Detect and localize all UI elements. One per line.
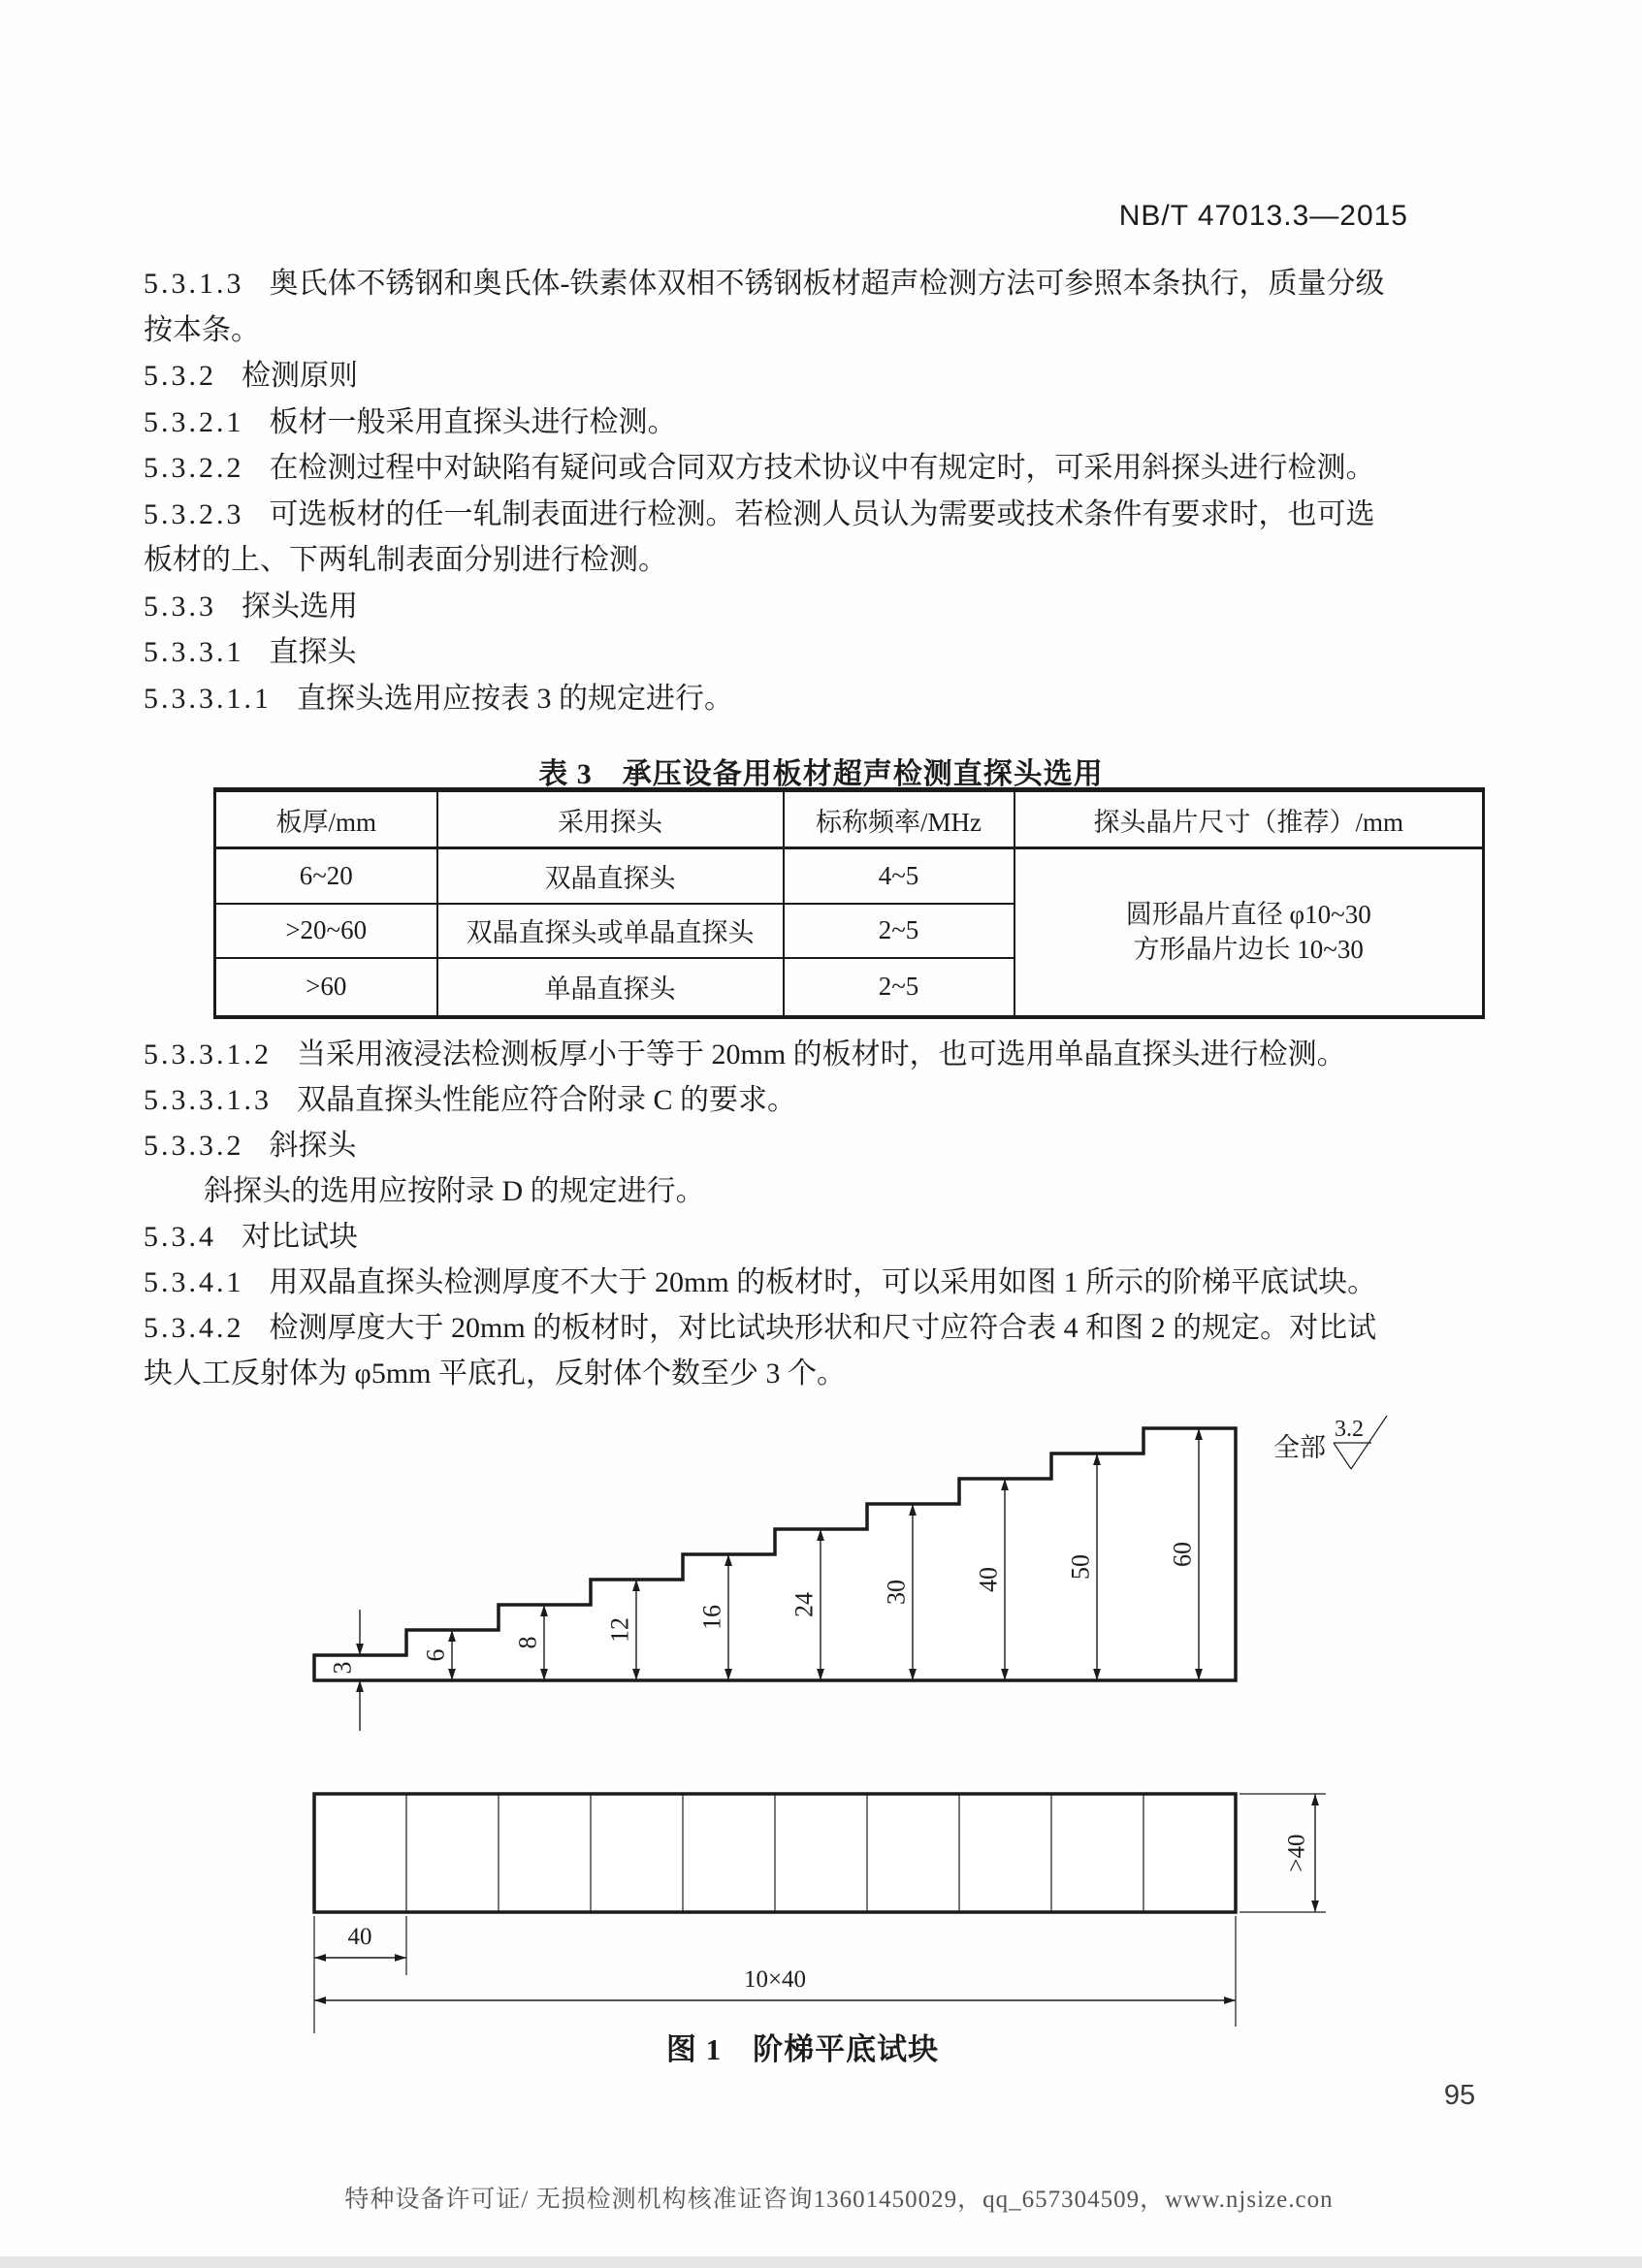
step-dimension-label: 60 [1168,1542,1197,1567]
clause-line [144,1168,1501,1214]
clause-line [144,629,1501,676]
clause-number: 5.3.2 [144,360,216,392]
clause-line [144,676,1501,722]
step-dimension-label: 12 [605,1617,634,1643]
clause-number: 5.3.2.2 [144,452,244,484]
step-dimension-label: 50 [1066,1554,1095,1580]
step-dimension-label: 30 [882,1580,911,1605]
clause-text: 用双晶直探头检测厚度不大于 20mm 的板材时，可以采用如图 1 所示的阶梯平底试块。 [269,1266,1377,1298]
clause-text: 按本条。 [144,313,260,346]
clause-number: 5.3.3.1.2 [144,1038,272,1070]
clause-text: 直探头选用应按表 3 的规定进行。 [297,682,733,715]
merged-cell-line: 方形晶片边长 10~30 [1133,935,1364,965]
clause-number: 5.3.2.3 [144,497,244,530]
roughness-value: 3.2 [1335,1417,1364,1442]
clause-line [144,261,1501,307]
clause-line [144,1032,1501,1077]
clause-line [144,1077,1501,1123]
clause-number: 5.3.3.1 [144,636,244,668]
clause-text: 直探头 [269,636,357,668]
figure-1-step-block-drawing [209,1401,1513,2065]
clause-line [144,537,1501,584]
clause-text: 块人工反射体为 φ5mm 平底孔，反射体个数至少 3 个。 [144,1358,846,1390]
scan-artifact-band [0,2256,1642,2268]
table-cell: 2~5 [784,958,1014,1017]
cell-width-label: 40 [347,1924,372,1950]
clause-text: 检测厚度大于 20mm 的板材时，对比试块形状和尺寸应符合表 4 和图 2 的规定。对比试 [269,1312,1377,1344]
clause-line [144,1214,1501,1260]
clause-number: 5.3.4.1 [144,1266,244,1298]
plan-view [314,1794,1236,1912]
surface-roughness-symbol [1273,1416,1387,1469]
clause-text: 斜探头的选用应按附录 D 的规定进行。 [204,1175,705,1207]
figure-1-caption: 图 1 阶梯平底试块 [665,2032,940,2066]
step-dimension-label: 24 [789,1592,819,1617]
clause-line [144,1123,1501,1168]
clause-number: 5.3.4 [144,1221,216,1253]
total-width-label: 10×40 [743,1966,807,1993]
table-cell: 双晶直探头或单晶直探头 [437,904,784,958]
block-height-label: >40 [1283,1834,1310,1872]
roughness-scope-label: 全部 [1273,1433,1326,1462]
table-merged-cell [1014,848,1484,1017]
clause-text: 双晶直探头性能应符合附录 C 的要求。 [297,1084,797,1116]
clause-text: 板材的上、下两轧制表面分别进行检测。 [144,544,667,576]
table-row [215,848,1484,904]
table-header-cell: 标称频率/MHz [784,790,1014,848]
table-cell: >20~60 [215,904,437,958]
clause-line [144,1305,1501,1351]
clause-text: 探头选用 [241,590,358,623]
clause-number: 5.3.1.3 [144,268,244,300]
clause-line [144,1351,1501,1396]
clause-line [144,445,1501,492]
table-cell: >60 [215,958,437,1017]
clause-text: 对比试块 [241,1221,358,1253]
table-cell: 双晶直探头 [437,848,784,904]
clause-text: 检测原则 [241,360,358,392]
clause-line [144,353,1501,399]
clause-text: 可选板材的任一轧制表面进行检测。若检测人员认为需要或技术条件有要求时，也可选 [269,497,1375,530]
clause-line [144,1260,1501,1305]
table-cell: 4~5 [784,848,1014,904]
clause-line [144,492,1501,538]
step-dimension-label: 16 [697,1605,726,1630]
clause-text-block-1 [144,261,1501,721]
clause-number: 5.3.3.1.1 [144,682,272,715]
clause-number: 5.3.3 [144,590,216,623]
clause-text: 在检测过程中对缺陷有疑问或合同双方技术协议中有规定时，可采用斜探头进行检测。 [269,452,1375,484]
table-header-row [215,790,1484,848]
clause-number: 5.3.4.2 [144,1312,244,1344]
table-cell: 6~20 [215,848,437,904]
clause-text: 斜探头 [269,1130,357,1162]
clause-number: 5.3.2.1 [144,405,244,438]
table-header-cell: 探头晶片尺寸（推荐）/mm [1014,790,1484,848]
clause-number: 5.3.3.1.3 [144,1084,272,1116]
table-cell: 单晶直探头 [437,958,784,1017]
clause-line [144,307,1501,354]
footer-watermark: 特种设备许可证/ 无损检测机构核准证咨询13601450029，qq_657304509，www.njsize.con [344,2187,1334,2213]
table-header-cell: 板厚/mm [215,790,437,848]
step-dimension-label: 8 [513,1636,542,1649]
step-dimension-label: 40 [974,1567,1003,1592]
merged-cell-line: 圆形晶片直径 φ10~30 [1125,900,1371,930]
table-cell: 2~5 [784,904,1014,958]
clause-text: 奥氏体不锈钢和奥氏体-铁素体双相不锈钢板材超声检测方法可参照本条执行，质量分级 [269,268,1385,300]
table-3-title: 表 3 承压设备用板材超声检测直探头选用 [538,758,1104,790]
table-header-cell: 采用探头 [437,790,784,848]
clause-text-block-2 [144,1032,1501,1396]
clause-line [144,584,1501,630]
page-number: 95 [1443,2080,1476,2111]
step-dimension-label: 3 [328,1661,357,1675]
clause-number: 5.3.3.2 [144,1130,244,1162]
step-dimension-label: 6 [421,1648,450,1662]
clause-text: 板材一般采用直探头进行检测。 [269,405,677,438]
table-3 [213,787,1485,1019]
clause-line [144,399,1501,446]
clause-text: 当采用液浸法检测板厚小于等于 20mm 的板材时，也可选用单晶直探头进行检测。 [297,1038,1346,1070]
doc-number-header: NB/T 47013.3—2015 [1118,200,1408,232]
